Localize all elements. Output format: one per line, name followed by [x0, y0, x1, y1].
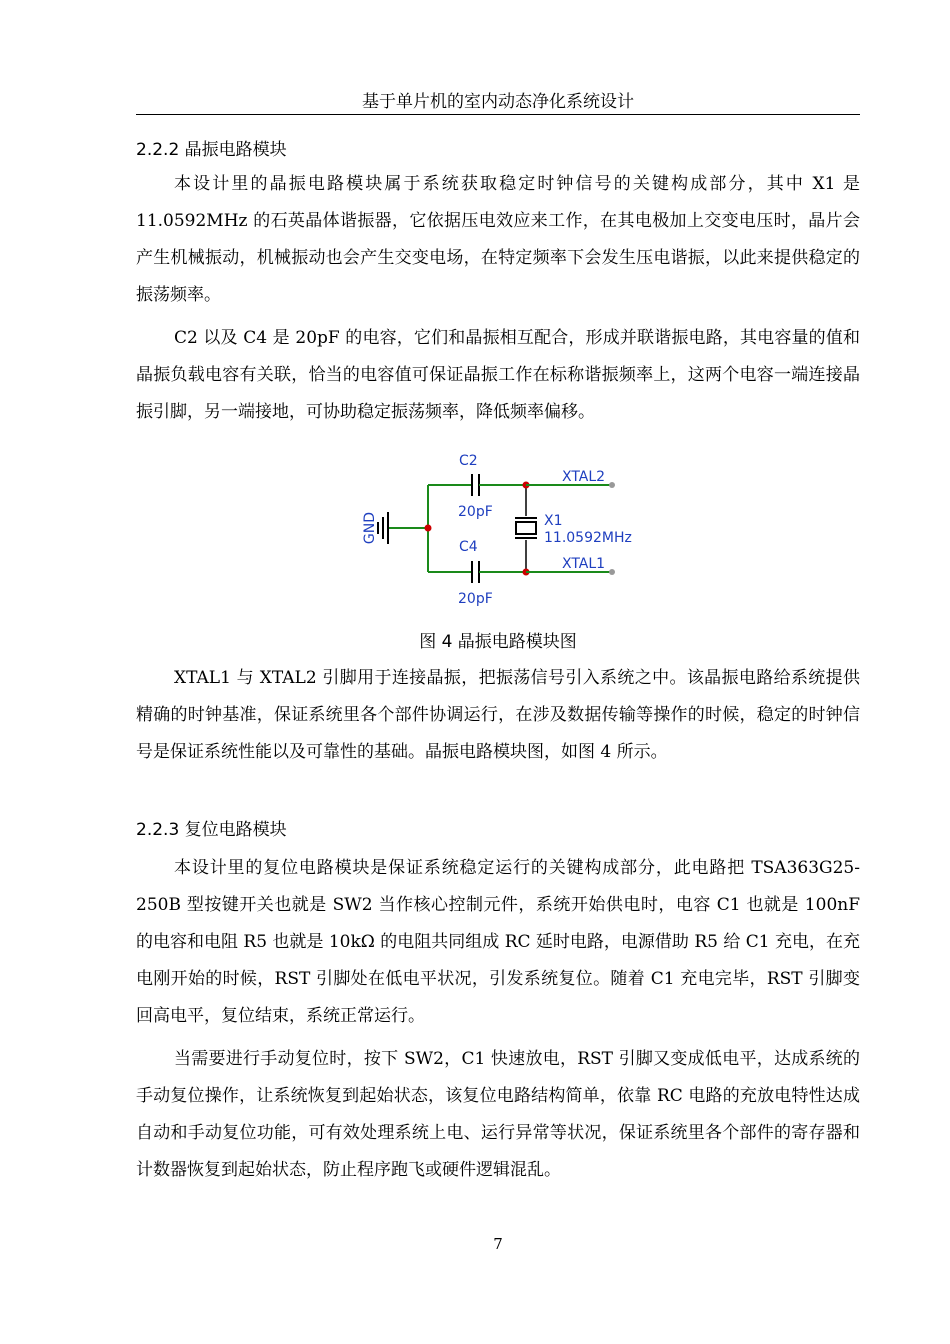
c4-label: C4 [459, 539, 478, 555]
c4-value-label: 20pF [458, 591, 493, 607]
paragraph-xtal-pins: XTAL1 与 XTAL2 引脚用于连接晶振，把振荡信号引入系统之中。该晶振电路给系统提供精确的时钟基准，保证系统里各个部件协调运行，在涉及数据传输等操作的时候，稳定的时钟信号是保证系统性能以及可靠性的基础。晶振电路模块图，如图 4 所示。 [136, 668, 860, 762]
paragraph-manual-reset: 当需要进行手动复位时，按下 SW2，C1 快速放电，RST 引脚又变成低电平，达成系统的手动复位操作，让系统恢复到起始状态，该复位电路结构简单，依靠 RC 电路的充放电特性达成自动和手动复位功能，可有效处理系统上电、运行异常等状况，保证系统里各个部件的寄存器和计数器恢复到起始状态，防止程序跑飞或硬件逻辑混乱。 [136, 1049, 860, 1180]
xtal1-pin [609, 569, 615, 575]
paragraph-crystal-intro: 本设计里的晶振电路模块属于系统获取稳定时钟信号的关键构成部分，其中 X1 是 11.0592MHz 的石英晶体谐振器，它依据压电效应来工作，在其电极加上交变电压时，晶片会产生机械振动，机械振动也会产生交变电场，在特定频率下会发生压电谐振，以此来提供稳定的振荡频率。 [136, 174, 860, 305]
capacitor-c4 [472, 561, 479, 583]
gnd-label: GND [362, 511, 378, 545]
xtal2-pin [609, 482, 615, 488]
crystal-circuit-diagram [340, 448, 640, 618]
c2-label: C2 [459, 453, 478, 469]
x1-value-label: 11.0592MHz [544, 530, 632, 546]
crystal-x1 [515, 518, 537, 538]
section-heading-2-2-3: 2.2.3 复位电路模块 [136, 820, 287, 840]
x1-label: X1 [544, 513, 563, 529]
capacitor-c2 [472, 474, 479, 496]
section-heading-2-2-2: 2.2.2 晶振电路模块 [136, 140, 287, 160]
xtal2-label: XTAL2 [562, 469, 606, 485]
figure-caption: 图 4 晶振电路模块图 [419, 632, 577, 652]
ground-symbol [378, 512, 428, 544]
header-divider [136, 114, 860, 115]
xtal1-label: XTAL1 [562, 556, 606, 572]
paragraph-reset-intro: 本设计里的复位电路模块是保证系统稳定运行的关键构成部分，此电路把 TSA363G25-250B 型按键开关也就是 SW2 当作核心控制元件，系统开始供电时，电容 C1 也就是 100nF 的电容和电阻 R5 也就是 10kΩ 的电阻共同组成 RC 延时电路，电源借助 R5 给 C1 充电，在充电刚开始的时候，RST 引脚处在低电平状况，引发系统复位。随着 C1 充电完毕，RST 引脚变回高电平，复位结束，系统正常运行。 [136, 858, 860, 1026]
gnd-junction-node [425, 525, 432, 532]
paragraph-capacitors: C2 以及 C4 是 20pF 的电容，它们和晶振相互配合，形成并联谐振电路，其电容量的值和晶振负载电容有关联，恰当的电容值可保证晶振工作在标称谐振频率上，这两个电容一端连接晶振引脚，另一端接地，可协助稳定振荡频率，降低频率偏移。 [136, 328, 860, 422]
running-header: 基于单片机的室内动态净化系统设计 [362, 92, 634, 112]
page-number: 7 [493, 1235, 503, 1253]
c2-value-label: 20pF [458, 504, 493, 520]
